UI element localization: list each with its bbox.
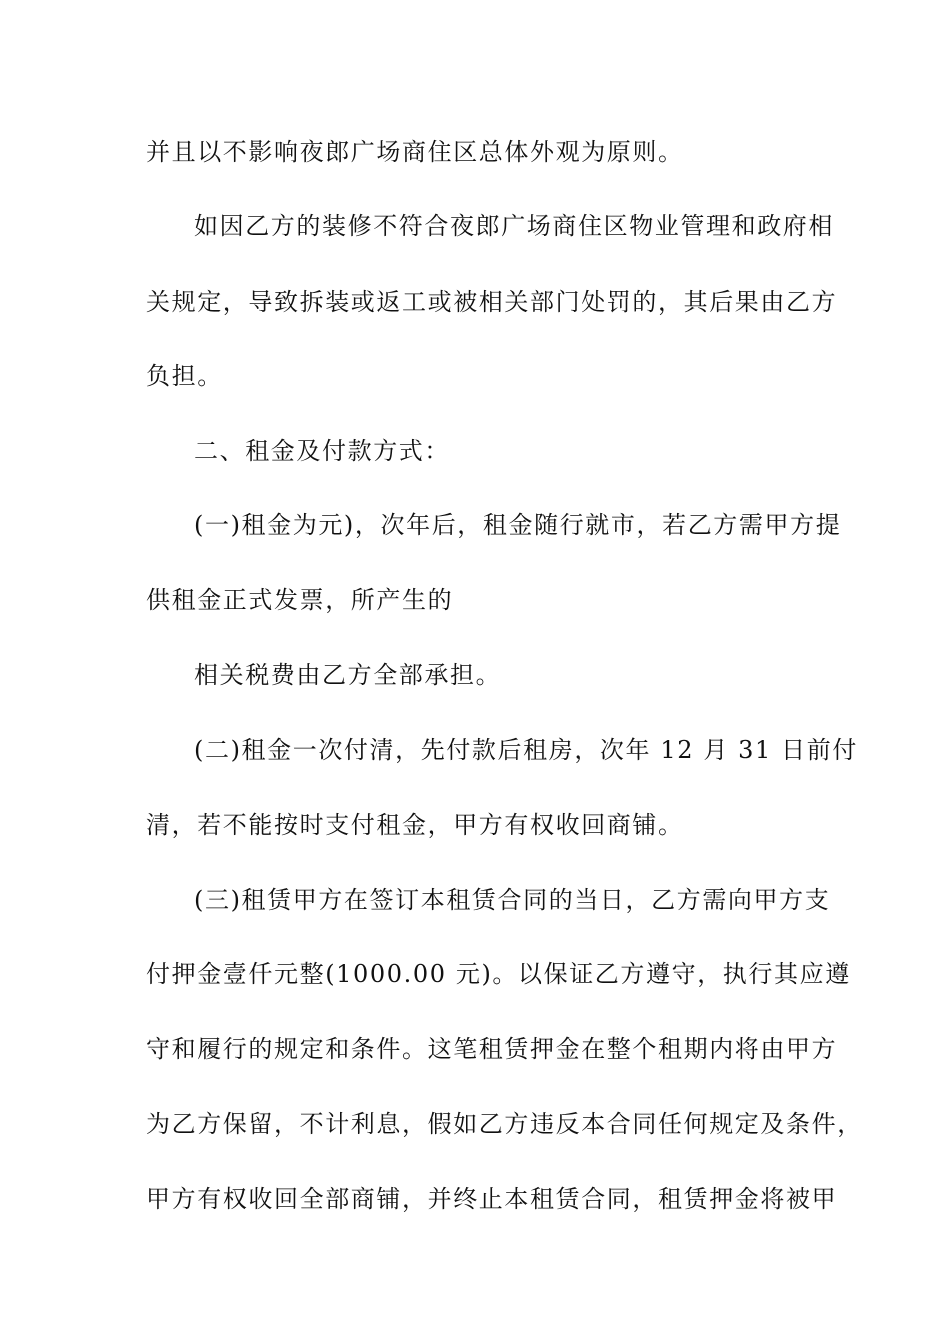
text-line: 守和履行的规定和条件。这笔租赁押金在整个租期内将由甲方	[146, 1035, 838, 1063]
text-line: 关规定，导致拆装或返工或被相关部门处罚的，其后果由乙方	[146, 288, 838, 316]
paragraph-start-line: (一)租金为元)，次年后，租金随行就市，若乙方需甲方提	[194, 511, 842, 539]
text-line: 负担。	[146, 362, 223, 390]
text-line: 为乙方保留，不计利息，假如乙方违反本合同任何规定及条件，	[146, 1110, 863, 1138]
paragraph-start-line: 如因乙方的装修不符合夜郎广场商住区物业管理和政府相	[194, 212, 834, 240]
text-line: 清，若不能按时支付租金，甲方有权收回商铺。	[146, 811, 684, 839]
section-heading: 二、租金及付款方式：	[194, 437, 450, 465]
text-line: 并且以不影响夜郎广场商住区总体外观为原则。	[146, 138, 684, 166]
text-line: 甲方有权收回全部商铺，并终止本租赁合同，租赁押金将被甲	[146, 1185, 838, 1213]
text-line: 付押金壹仟元整(1000.00 元)。以保证乙方遵守，执行其应遵	[146, 960, 851, 988]
text-line: 相关税费由乙方全部承担。	[194, 661, 502, 689]
paragraph-start-line: (二)租金一次付清，先付款后租房，次年 12 月 31 日前付	[194, 736, 858, 764]
paragraph-start-line: (三)租赁甲方在签订本租赁合同的当日，乙方需向甲方支	[194, 886, 831, 914]
text-line: 供租金正式发票，所产生的	[146, 586, 454, 614]
